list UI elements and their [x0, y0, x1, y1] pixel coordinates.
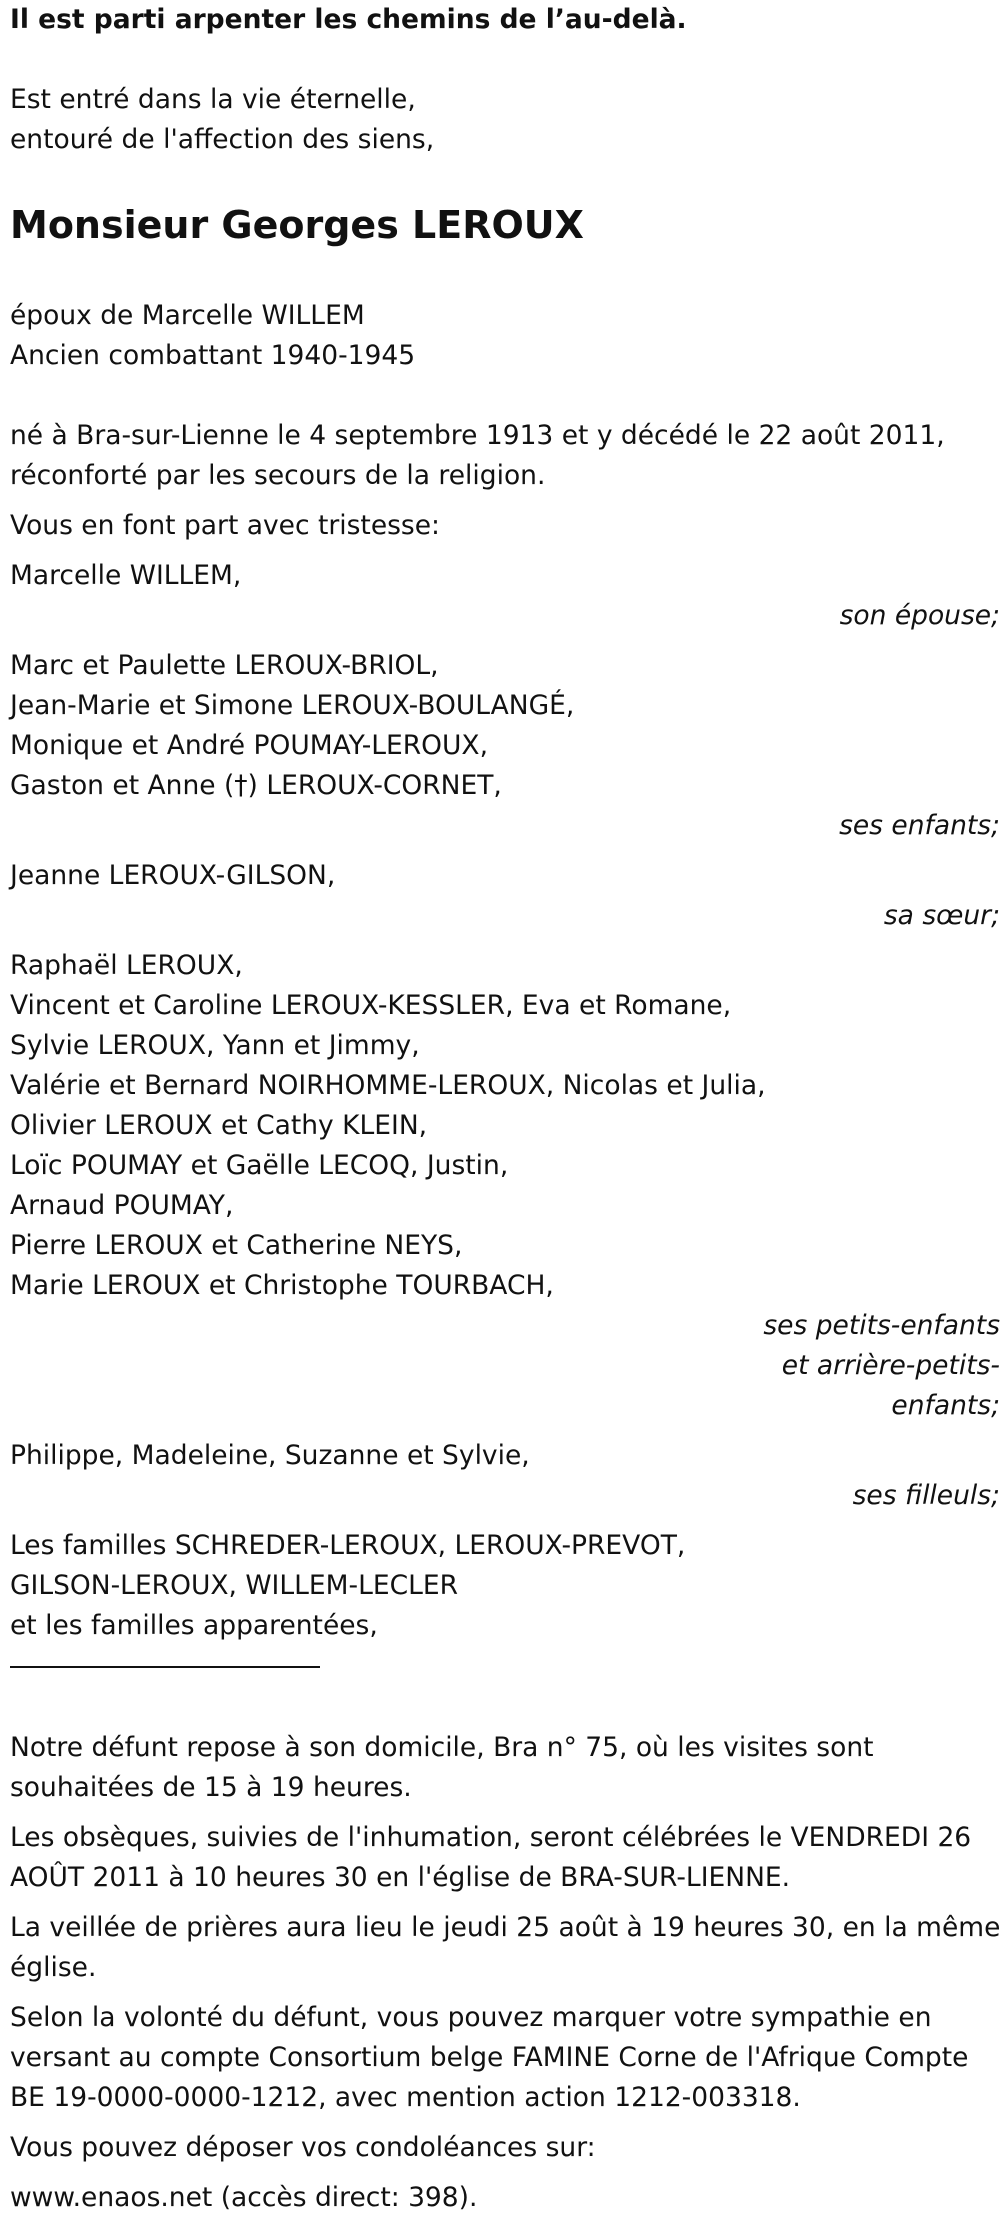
- list-item: Marie LEROUX et Christophe TOURBACH,: [10, 1270, 554, 1301]
- list-item: GILSON-LEROUX, WILLEM-LECLER: [10, 1570, 459, 1601]
- list-item: Raphaël LEROUX,: [10, 950, 243, 981]
- birth-death-line: né à Bra-sur-Lienne le 4 septembre 1913 et y décédé le 22 août 2011,: [10, 420, 945, 451]
- godchildren-name: Philippe, Madeleine, Suzanne et Sylvie,: [10, 1440, 530, 1471]
- religion-line: réconforté par les secours de la religion.: [10, 460, 546, 491]
- spouse-line: époux de Marcelle WILLEM: [10, 300, 365, 331]
- grandchildren-role-line: et arrière-petits-: [781, 1350, 1000, 1381]
- paragraph-line: BE 19-0000-0000-1212, avec mention action 1212-003318.: [10, 2082, 801, 2113]
- condolences-link[interactable]: www.enaos.net (accès direct: 398).: [10, 2182, 478, 2213]
- funeral-paragraph: [10, 1818, 990, 1898]
- children-list: [10, 646, 990, 806]
- paragraph-line: église.: [10, 1952, 97, 1983]
- spouse-name: Marcelle WILLEM,: [10, 560, 242, 591]
- announcement-lead: Vous en font part avec tristesse:: [10, 510, 440, 541]
- list-item: et les familles apparentées,: [10, 1610, 378, 1641]
- list-item: Valérie et Bernard NOIRHOMME-LEROUX, Nicolas et Julia,: [10, 1070, 766, 1101]
- list-item: Sylvie LEROUX, Yann et Jimmy,: [10, 1030, 420, 1061]
- spouse-role-box: [10, 596, 1000, 636]
- grandchildren-role-box: [10, 1306, 1000, 1426]
- intro-line-1: Est entré dans la vie éternelle,: [10, 84, 416, 115]
- condolences-lead: Vous pouvez déposer vos condoléances sur:: [10, 2132, 596, 2163]
- grandchildren-role-line: enfants;: [891, 1390, 1000, 1421]
- list-item: Les familles SCHREDER-LEROUX, LEROUX-PREVOT,: [10, 1530, 686, 1561]
- list-item: Pierre LEROUX et Catherine NEYS,: [10, 1230, 463, 1261]
- list-item: Loïc POUMAY et Gaëlle LECOQ, Justin,: [10, 1150, 509, 1181]
- sister-role-box: [10, 896, 1000, 936]
- sister-name: Jeanne LEROUX-GILSON,: [10, 860, 336, 891]
- headline: Il est parti arpenter les chemins de l’au-delà.: [10, 4, 687, 35]
- list-item: Monique et André POUMAY-LEROUX,: [10, 730, 489, 761]
- repose-paragraph: [10, 1728, 990, 1808]
- children-role-box: [10, 806, 1000, 846]
- paragraph-line: versant au compte Consortium belge FAMINE Corne de l'Afrique Compte: [10, 2042, 969, 2073]
- list-item: Gaston et Anne (†) LEROUX-CORNET,: [10, 770, 502, 801]
- children-role: ses enfants;: [839, 810, 1000, 841]
- list-item: Olivier LEROUX et Cathy KLEIN,: [10, 1110, 428, 1141]
- intro-line-2: entouré de l'affection des siens,: [10, 124, 435, 155]
- list-item: Vincent et Caroline LEROUX-KESSLER, Eva et Romane,: [10, 990, 732, 1021]
- paragraph-line: Selon la volonté du défunt, vous pouvez marquer votre sympathie en: [10, 2002, 932, 2033]
- veteran-line: Ancien combattant 1940-1945: [10, 340, 416, 371]
- grandchildren-role-line: ses petits-enfants: [763, 1310, 1000, 1341]
- families-list: [10, 1526, 990, 1646]
- sister-role: sa sœur;: [883, 900, 1000, 931]
- list-item: Marc et Paulette LEROUX-BRIOL,: [10, 650, 439, 681]
- godchildren-role-box: [10, 1476, 1000, 1516]
- paragraph-line: souhaitées de 15 à 19 heures.: [10, 1772, 412, 1803]
- list-item: Jean-Marie et Simone LEROUX-BOULANGÉ,: [10, 690, 575, 721]
- paragraph-line: Notre défunt repose à son domicile, Bra n° 75, où les visites sont: [10, 1732, 874, 1763]
- paragraph-line: La veillée de prières aura lieu le jeudi 25 août à 19 heures 30, en la même: [10, 1912, 1000, 1943]
- vigil-paragraph: [10, 1908, 1000, 1988]
- godchildren-role: ses filleuls;: [852, 1480, 1000, 1511]
- paragraph-line: AOÛT 2011 à 10 heures 30 en l'église de BRA-SUR-LIENNE.: [10, 1862, 791, 1893]
- grandchildren-list: [10, 946, 990, 1306]
- deceased-name: Monsieur Georges LEROUX: [10, 203, 584, 247]
- list-item: Arnaud POUMAY,: [10, 1190, 234, 1221]
- paragraph-line: Les obsèques, suivies de l'inhumation, seront célébrées le VENDREDI 26: [10, 1822, 972, 1853]
- divider: [10, 1666, 320, 1668]
- spouse-role: son épouse;: [839, 600, 1000, 631]
- donation-paragraph: [10, 1998, 990, 2118]
